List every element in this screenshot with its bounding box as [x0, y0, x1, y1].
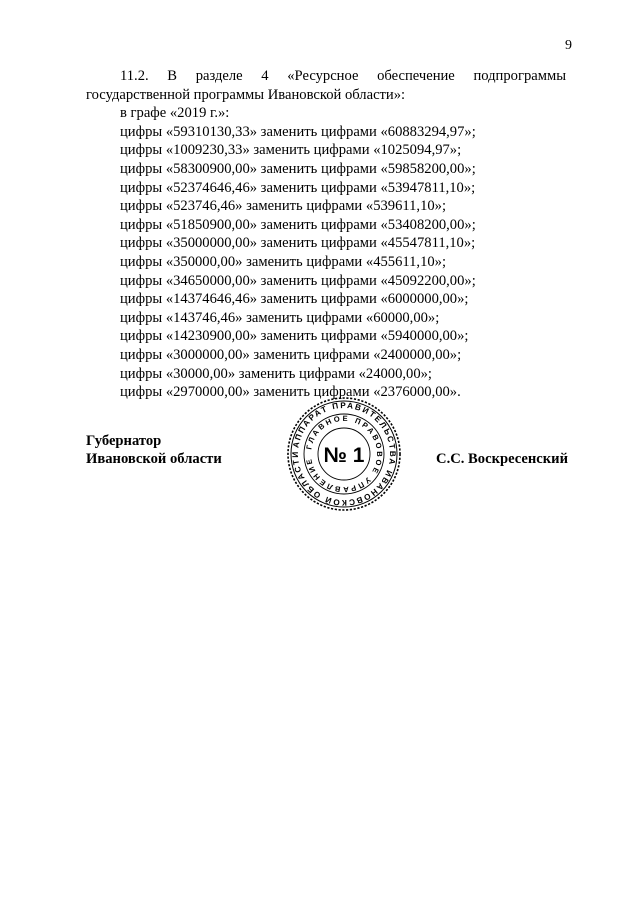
seal-outer-text: АППАРАТ ПРАВИТЕЛЬСТВА ИВАНОВСКОЙ ОБЛАСТИ: [290, 400, 398, 508]
replacement-list: [86, 123, 566, 402]
replacement-line: цифры «14374646,46» заменить цифрами «6000000,00»;: [120, 291, 469, 308]
replacement-line: цифры «1009230,33» заменить цифрами «1025094,97»;: [120, 142, 462, 159]
seal-center-number: № 1: [323, 444, 365, 467]
replacement-line: цифры «30000,00» заменить цифрами «24000,00»;: [120, 365, 432, 382]
replacement-line: цифры «59310130,33» заменить цифрами «60883294,97»;: [120, 123, 476, 140]
page-number: 9: [565, 38, 572, 53]
document-body: [86, 67, 566, 402]
section-paragraph: 11.2. В разделе 4 «Ресурсное обеспечение подпрограммы государственной программы Ивановской области»:: [86, 68, 566, 103]
replacement-line: цифры «58300900,00» заменить цифрами «59858200,00»;: [120, 160, 476, 177]
official-seal: [286, 396, 402, 512]
replacement-line: цифры «35000000,00» заменить цифрами «45547811,10»;: [120, 235, 476, 252]
signer-name: С.С. Воскресенский: [436, 451, 568, 467]
replacement-line: цифры «14230900,00» заменить цифрами «5940000,00»;: [120, 328, 469, 345]
replacement-line: цифры «34650000,00» заменить цифрами «45092200,00»;: [120, 272, 476, 289]
replacement-line: цифры «52374646,46» заменить цифрами «53947811,10»;: [120, 179, 476, 196]
replacement-line: цифры «523746,46» заменить цифрами «539611,10»;: [120, 198, 447, 215]
signer-title-line2: Ивановской области: [86, 451, 222, 467]
replacement-line: цифры «143746,46» заменить цифрами «60000,00»;: [120, 309, 440, 326]
replacement-line: цифры «51850900,00» заменить цифрами «53408200,00»;: [120, 216, 476, 233]
signer-title: [86, 432, 222, 468]
column-line: в графе «2019 г.»:: [120, 105, 230, 122]
seal-inner-text: ГЛАВНОЕ ПРАВОВОЕ УПРАВЛЕНИЕ: [304, 413, 385, 495]
signer-title-line1: Губернатор: [86, 433, 162, 449]
replacement-line: цифры «3000000,00» заменить цифрами «2400000,00»;: [120, 346, 462, 363]
replacement-line: цифры «2970000,00» заменить цифрами «2376000,00».: [120, 384, 461, 401]
replacement-line: цифры «350000,00» заменить цифрами «455611,10»;: [120, 253, 447, 270]
